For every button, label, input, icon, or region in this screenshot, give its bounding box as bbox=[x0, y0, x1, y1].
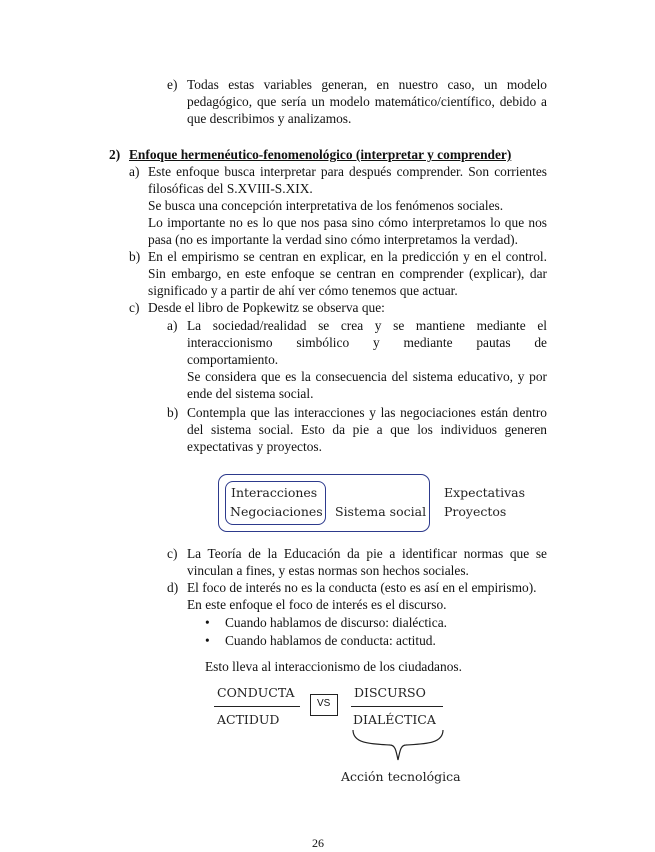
discurso-label: DISCURSO bbox=[354, 685, 426, 700]
sub-a-line-1: La sociedad/realidad se crea y se mantiene mediante el bbox=[187, 318, 547, 333]
item-c-marker: c) bbox=[129, 300, 140, 315]
section-2-number: 2) bbox=[109, 147, 121, 162]
sub-a-line-4: Se considera que es la consecuencia del sistema educativo, y por bbox=[187, 369, 547, 384]
sub-d-line-1: El foco de interés no es la conducta (esto es así en el empirismo). bbox=[187, 580, 537, 595]
section-e-line-3: que describimos y analizamos. bbox=[187, 111, 352, 126]
sub-c-marker: c) bbox=[167, 546, 178, 561]
sub-d-line-2: En este enfoque el foco de interés es el discurso. bbox=[187, 597, 447, 612]
sub-b-marker: b) bbox=[167, 405, 179, 420]
item-a-marker: a) bbox=[129, 164, 140, 179]
sub-a-line-3: comportamiento. bbox=[187, 352, 279, 367]
expectativas-label: Expectativas bbox=[444, 485, 525, 500]
page-number: 26 bbox=[312, 836, 324, 850]
conducta-divider bbox=[214, 706, 300, 707]
curly-brace-icon bbox=[350, 728, 446, 764]
item-a-line-1: Este enfoque busca interpretar para después comprender. Son corrientes bbox=[148, 164, 547, 179]
discurso-divider bbox=[351, 706, 443, 707]
sub-a-line-2: interaccionismo simbólico y mediante pautas de bbox=[187, 335, 547, 350]
item-a-line-5: pasa (no es importante la verdad sino cómo interpretamos la verdad). bbox=[148, 232, 518, 247]
negociaciones-label: Negociaciones bbox=[230, 504, 323, 519]
actidud-label: ACTIDUD bbox=[217, 712, 280, 727]
closing-line: Esto lleva al interaccionismo de los ciudadanos. bbox=[205, 659, 462, 674]
section-e-line-2: pedagógico, que sería un modelo matemático/científico, debido a bbox=[187, 94, 547, 109]
sistema-social-label: Sistema social bbox=[335, 504, 427, 519]
sub-a-marker: a) bbox=[167, 318, 178, 333]
sub-a-line-5: ende del sistema social. bbox=[187, 386, 314, 401]
item-b-line-3: significado y a partir de ahí ver cómo tenemos que actuar. bbox=[148, 283, 458, 298]
bullet-2: Cuando hablamos de conducta: actitud. bbox=[225, 633, 436, 648]
item-b-line-1: En el empirismo se centran en explicar, en la predicción y en el control. bbox=[148, 249, 547, 264]
vs-label: VS bbox=[317, 698, 331, 709]
item-a-line-3: Se busca una concepción interpretativa de los fenómenos sociales. bbox=[148, 198, 504, 213]
item-a-line-2: filosóficas del S.XVIII-S.XIX. bbox=[148, 181, 313, 196]
sub-b-line-2: del sistema social. Esto da pie a que los individuos generen bbox=[187, 422, 547, 437]
dialectica-label: DIALÉCTICA bbox=[353, 712, 436, 727]
section-e-marker: e) bbox=[167, 77, 178, 92]
bullet-1: Cuando hablamos de discurso: dialéctica. bbox=[225, 615, 447, 630]
section-e-line-1: Todas estas variables generan, en nuestro caso, un modelo bbox=[187, 77, 547, 92]
sub-d-marker: d) bbox=[167, 580, 179, 595]
item-c-intro: Desde el libro de Popkewitz se observa que: bbox=[148, 300, 385, 315]
bullet-2-dot: • bbox=[205, 633, 210, 648]
interacciones-label: Interacciones bbox=[231, 485, 318, 500]
item-b-line-2: Sin embargo, en este enfoque se centran en comprender (explicar), dar bbox=[148, 266, 547, 281]
sub-b-line-1: Contempla que las interacciones y las negociaciones están dentro bbox=[187, 405, 547, 420]
item-a-line-4: Lo importante no es lo que nos pasa sino cómo interpretamos lo que nos bbox=[148, 215, 547, 230]
accion-tecnologica-label: Acción tecnológica bbox=[341, 769, 461, 784]
item-b-marker: b) bbox=[129, 249, 141, 264]
proyectos-label: Proyectos bbox=[444, 504, 507, 519]
sub-c-line-1: La Teoría de la Educación da pie a identificar normas que se bbox=[187, 546, 547, 561]
sub-c-line-2: vinculan a fines, y estas normas son hechos sociales. bbox=[187, 563, 469, 578]
sub-b-line-3: expectativas y proyectos. bbox=[187, 439, 322, 454]
conducta-label: CONDUCTA bbox=[217, 685, 295, 700]
section-2-title: Enfoque hermenéutico-fenomenológico (interpretar y comprender) bbox=[129, 147, 512, 162]
bullet-1-dot: • bbox=[205, 615, 210, 630]
